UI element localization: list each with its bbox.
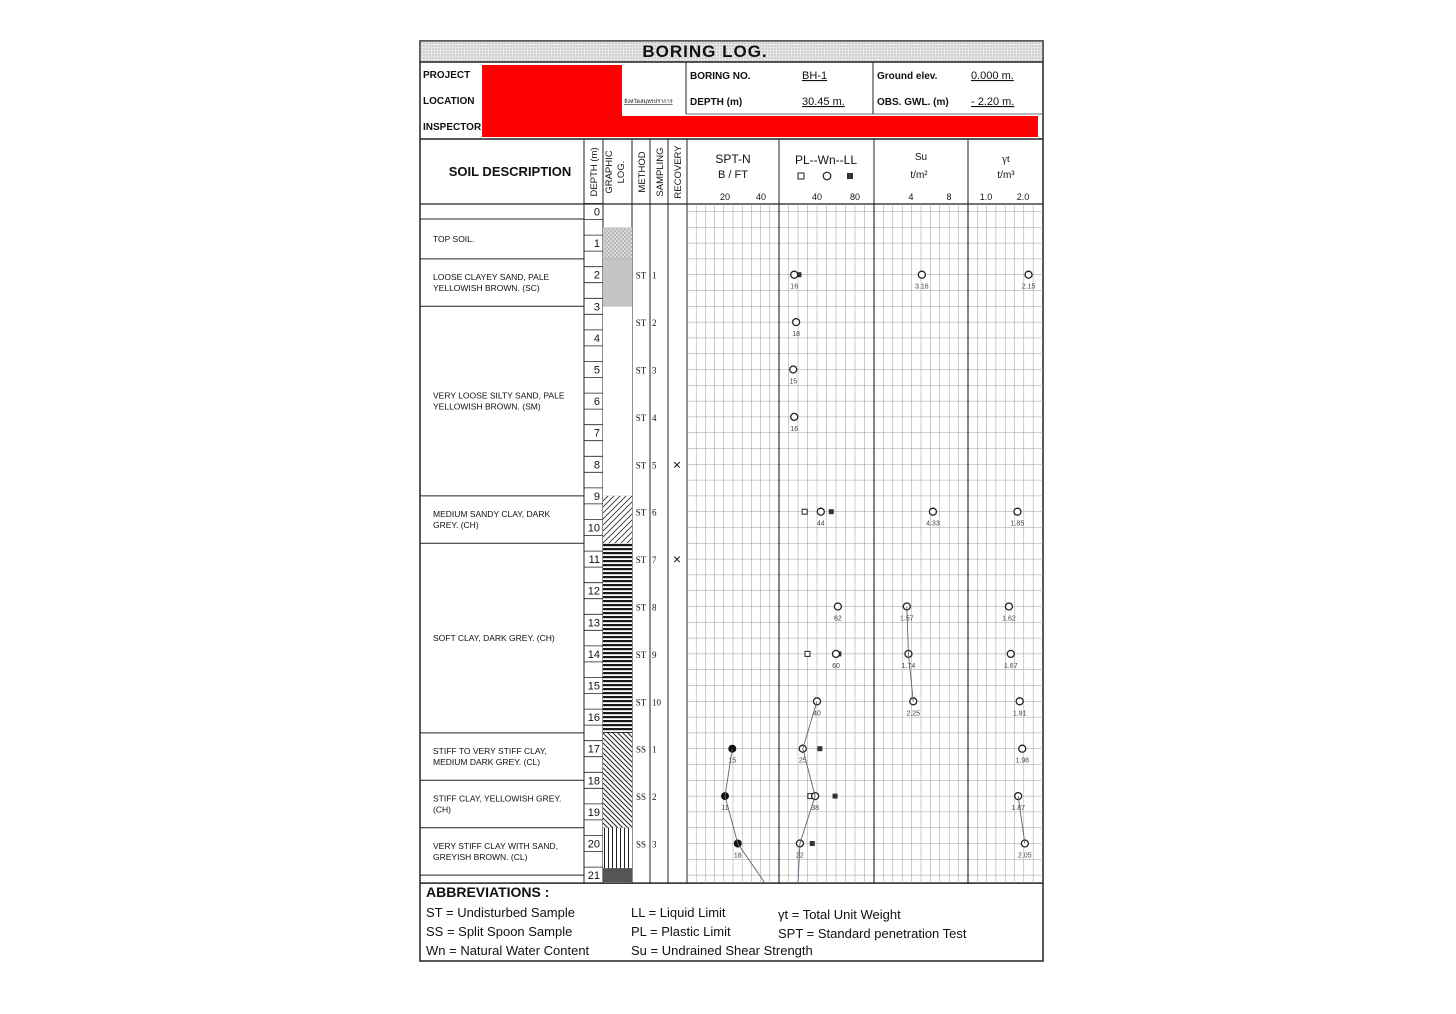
graphic-log-fill: [603, 306, 632, 496]
su-label: 3.16: [915, 283, 929, 291]
wn-point: [817, 508, 824, 515]
depth-mark: 4: [593, 332, 600, 345]
su-tick-4: 4: [908, 192, 914, 202]
sample-method: ST: [635, 507, 647, 518]
sample-number: 10: [652, 697, 661, 708]
depth-mark: 20: [587, 838, 600, 851]
wn-point: [833, 650, 840, 657]
su-label: 4.33: [926, 520, 940, 528]
pwl-tick-80: 80: [849, 192, 861, 202]
sample-number: 3: [652, 839, 657, 850]
col-gamma-title: γt: [1002, 153, 1010, 165]
sample-number: 7: [652, 555, 657, 566]
obs-gwl-label: OBS. GWL. (m): [877, 97, 949, 108]
gamma-label: 1.67: [1003, 662, 1018, 670]
boring-no-value: BH-1: [802, 70, 828, 82]
gamma-point: [1005, 603, 1012, 610]
ll-point: [829, 509, 834, 514]
graphic-log-fill: [603, 227, 632, 259]
sample-number: 2: [652, 318, 657, 329]
wn-point: [791, 413, 798, 420]
wn-label: 16: [790, 283, 799, 291]
gamma-tick-1: 1.0: [979, 192, 993, 202]
pl-legend-icon: [798, 173, 804, 179]
su-point: [918, 271, 925, 278]
gamma-point: [1025, 271, 1032, 278]
gamma-label: 1.98: [1015, 757, 1030, 765]
graphic-log-fill: [603, 780, 632, 827]
sample-method: ST: [635, 318, 647, 329]
abbr-gamma: γt = Total Unit Weight: [778, 907, 901, 922]
layer-description: YELLOWISH BROWN. (SC): [433, 283, 540, 294]
wn-label: 18: [792, 331, 800, 339]
depth-mark: 17: [587, 743, 600, 756]
abbr-ss: SS = Split Spoon Sample: [426, 924, 573, 939]
gamma-label: 1.87: [1011, 805, 1026, 813]
col-graphic-log-2: LOG.: [616, 160, 627, 184]
layer-description: YELLOWISH BROWN. (SM): [433, 401, 541, 412]
depth-mark: 18: [587, 775, 600, 788]
col-su-title: Su: [914, 152, 928, 163]
col-graphic-log: GRAPHIC: [604, 150, 615, 194]
col-method: METHOD: [637, 151, 648, 193]
ll-point: [833, 794, 838, 799]
abbr-pl: PL = Plastic Limit: [631, 924, 731, 939]
ll-point: [810, 841, 815, 846]
depth-mark: 8: [593, 459, 600, 472]
col-su-unit: t/m²: [910, 170, 928, 181]
sample-number: 4: [652, 412, 657, 423]
recovery-mark: ×: [672, 456, 682, 473]
depth-mark: 9: [593, 490, 600, 503]
wn-label: 62: [834, 615, 842, 623]
su-label: 2.25: [906, 710, 921, 718]
spt-label: 15: [728, 757, 737, 765]
depth-mark: 3: [593, 301, 600, 314]
col-spt-unit: B / FT: [718, 169, 748, 181]
sample-number: 9: [652, 649, 657, 660]
layer-description: STIFF CLAY, YELLOWISH GREY.: [433, 793, 562, 804]
abbr-spt: SPT = Standard penetration Test: [778, 926, 967, 941]
redaction-block: [482, 116, 1038, 137]
gamma-point: [1014, 508, 1021, 515]
spt-label: 11: [721, 805, 729, 813]
layer-description: STIFF TO VERY STIFF CLAY,: [433, 746, 547, 757]
depth-mark: 16: [587, 712, 600, 725]
sample-number: 8: [652, 602, 657, 613]
gamma-label: 2.15: [1021, 283, 1036, 291]
sample-method: ST: [635, 365, 647, 376]
sample-number: 3: [652, 365, 657, 376]
wn-label: 44: [816, 520, 825, 528]
wn-label: 40: [813, 710, 821, 718]
col-gamma-unit: t/m³: [997, 170, 1015, 181]
page-title: BORING LOG.: [642, 42, 768, 61]
depth-mark: 11: [588, 554, 600, 567]
col-depth: DEPTH (m): [589, 147, 600, 197]
layer-description: GREY. (CH): [433, 520, 479, 531]
gamma-tick-2: 2.0: [1016, 192, 1030, 202]
abbr-wn: Wn = Natural Water Content: [426, 943, 590, 958]
obs-gwl-value: - 2.20 m.: [971, 96, 1015, 108]
gamma-point: [1016, 698, 1023, 705]
ground-elev-label: Ground elev.: [877, 71, 938, 82]
graphic-log-fill: [603, 828, 632, 875]
wn-legend-icon: [823, 172, 831, 180]
col-pl-wn-ll-title: PL--Wn--LL: [794, 153, 858, 167]
abbr-st: ST = Undisturbed Sample: [426, 905, 575, 920]
wn-point: [793, 319, 800, 326]
layer-description: MEDIUM SANDY CLAY, DARK: [433, 509, 551, 520]
graphic-log-fill: [603, 496, 632, 543]
layer-description: VERY LOOSE SILTY SAND, PALE: [433, 390, 565, 401]
col-spt-title: SPT-N: [715, 152, 751, 166]
layer-description: TOP SOIL.: [433, 233, 475, 244]
sample-number: 1: [652, 270, 657, 281]
depth-mark: 19: [587, 806, 600, 819]
gamma-label: 1.62: [1002, 615, 1016, 623]
gamma-point: [1007, 650, 1014, 657]
wn-point: [790, 366, 797, 373]
pwl-tick-40: 40: [811, 192, 823, 202]
wn-label: 60: [832, 662, 840, 670]
depth-label: DEPTH (m): [690, 97, 743, 108]
layer-description: SOFT CLAY, DARK GREY. (CH): [433, 633, 555, 644]
gamma-label: 1.91: [1012, 710, 1027, 718]
project-label: PROJECT: [423, 70, 471, 81]
sample-method: ST: [635, 697, 647, 708]
sample-method: ST: [635, 602, 647, 613]
depth-mark: 21: [587, 870, 600, 883]
boring-no-label: BORING NO.: [690, 71, 751, 82]
spt-tick-40: 40: [755, 192, 767, 202]
su-label: 1.57: [900, 615, 914, 623]
layer-description: VERY STIFF CLAY WITH SAND,: [433, 840, 559, 851]
col-soil-description: SOIL DESCRIPTION: [448, 164, 572, 179]
layer-description: MEDIUM DARK GREY. (CL): [433, 757, 541, 768]
su-label: 1.74: [901, 662, 916, 670]
spt-tick-20: 20: [719, 192, 731, 202]
graphic-log-fill: [603, 868, 632, 882]
depth-mark: 7: [593, 427, 600, 440]
wn-label: 15: [789, 378, 798, 386]
graphic-log-fill: [603, 733, 632, 780]
wn-label: 22: [796, 852, 804, 860]
sample-number: 5: [652, 460, 657, 471]
ll-point: [817, 746, 822, 751]
pl-point: [802, 509, 807, 514]
gamma-point: [1019, 745, 1026, 752]
sample-method: ST: [635, 270, 647, 281]
depth-mark: 6: [593, 396, 600, 409]
depth-mark: 12: [587, 585, 600, 598]
depth-mark: 15: [587, 680, 600, 693]
sample-method: ST: [635, 460, 647, 471]
ll-legend-icon: [847, 173, 853, 179]
wn-label: 25: [798, 757, 807, 765]
su-tick-8: 8: [946, 192, 952, 202]
sample-method: ST: [635, 649, 647, 660]
gamma-label: 1.85: [1010, 520, 1025, 528]
spt-label: 18: [733, 852, 742, 860]
sample-method: SS: [635, 839, 647, 850]
gamma-label: 2.05: [1018, 852, 1032, 860]
location-province-text: จังหวัดสมุทรปราการ: [624, 99, 673, 105]
sample-method: SS: [635, 744, 647, 755]
depth-mark: 14: [587, 648, 600, 661]
abbr-ll: LL = Liquid Limit: [631, 905, 726, 920]
layer-description: LOOSE CLAYEY SAND, PALE: [433, 272, 550, 283]
ground-elev-value: 0.000 m.: [971, 70, 1014, 82]
sample-number: 2: [652, 792, 657, 803]
depth-value: 30.45 m.: [802, 96, 845, 108]
graphic-log-fill: [603, 543, 632, 733]
depth-mark: 2: [593, 269, 600, 282]
depth-mark: 0: [593, 206, 600, 219]
depth-mark: 10: [587, 522, 600, 535]
wn-point: [834, 603, 841, 610]
su-point: [929, 508, 936, 515]
depth-mark: 13: [587, 617, 600, 630]
col-recovery: RECOVERY: [673, 145, 684, 199]
sample-method: ST: [635, 555, 647, 566]
wn-label: 38: [811, 805, 819, 813]
sample-number: 6: [652, 507, 657, 518]
pl-point: [805, 651, 810, 656]
depth-mark: 1: [593, 238, 600, 251]
sample-method: SS: [635, 792, 647, 803]
inspector-label: INSPECTOR: [423, 122, 482, 133]
col-sampling: SAMPLING: [655, 147, 666, 197]
layer-description: (CH): [433, 804, 451, 815]
sample-method: ST: [635, 412, 647, 423]
layer-description: GREYISH BROWN. (CL): [433, 851, 528, 862]
location-label: LOCATION: [423, 96, 475, 107]
abbreviations-title: ABBREVIATIONS :: [426, 884, 550, 900]
recovery-mark: ×: [672, 551, 682, 568]
sample-number: 1: [652, 744, 657, 755]
wn-label: 16: [790, 425, 799, 433]
redaction-block: [482, 65, 622, 116]
graphic-log-fill: [603, 259, 632, 306]
depth-mark: 5: [593, 364, 600, 377]
wn-point: [791, 271, 798, 278]
abbr-su: Su = Undrained Shear Strength: [631, 943, 813, 958]
